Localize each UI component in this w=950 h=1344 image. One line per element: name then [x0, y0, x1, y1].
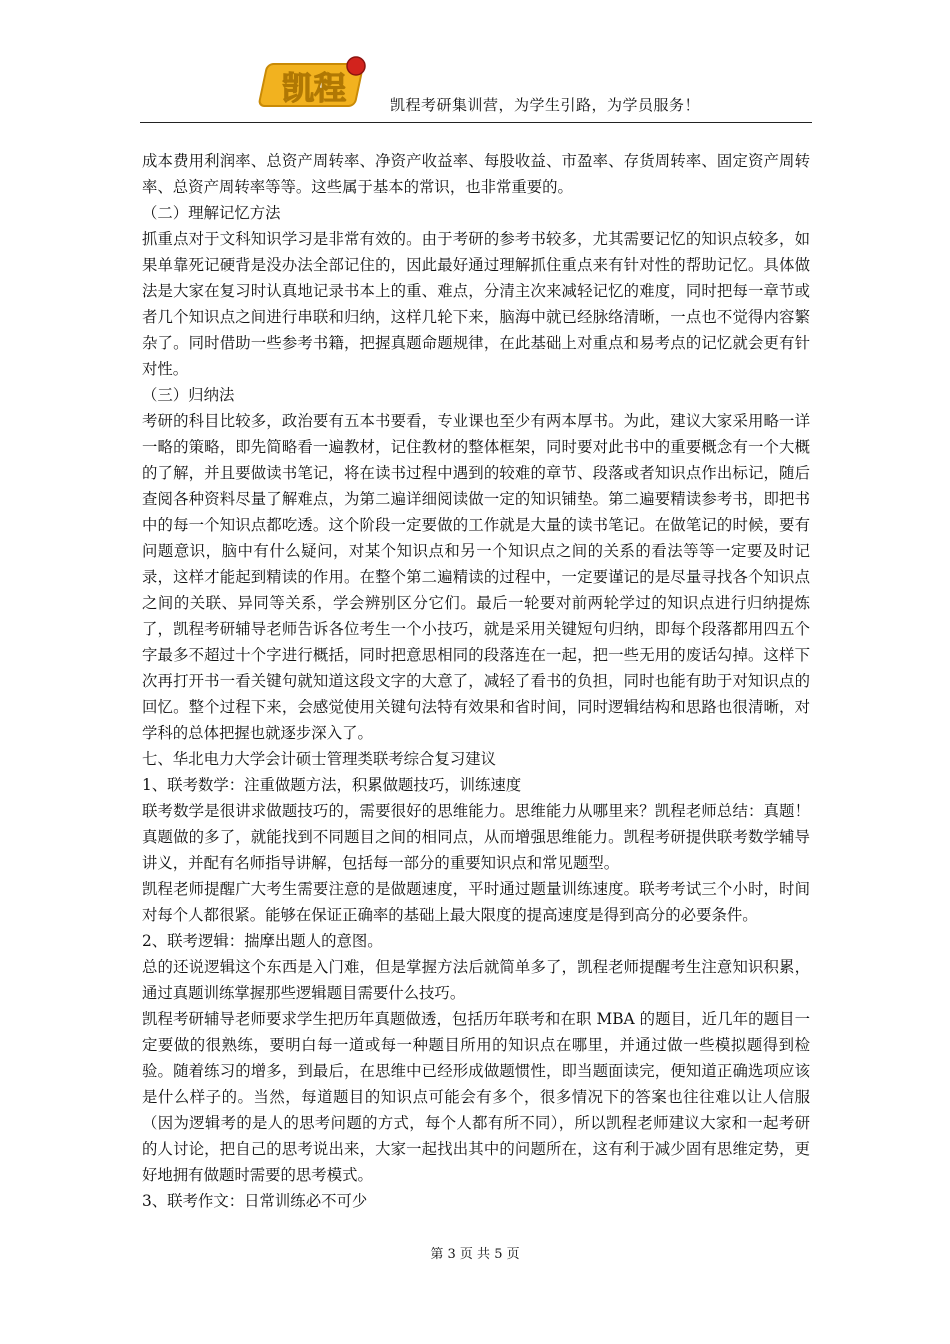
section-heading: （三）归纳法: [142, 386, 235, 404]
paragraph: 总的还说逻辑这个东西是入门难，但是掌握方法后就简单多了，凯程老师提醒考生注意知识积累，通过真题训练掌握那些逻辑题目需要什么技巧。: [142, 958, 810, 1002]
section-heading: 1、联考数学：注重做题方法，积累做题技巧，训练速度: [142, 776, 522, 794]
paragraph: 考研的科目比较多，政治要有五本书要看，专业课也至少有两本厚书。为此，建议大家采用略一详一略的策略，即先简略看一遍教材，记住教材的整体框架，同时要对此书中的重要概念有一个大概的了解，并且要做读书笔记，将在读书过程中遇到的较难的章节、段落或者知识点作出标记，随后查阅各种资料尽量了解难点，为第二遍详细阅读做一定的知识铺垫。第二遍要精读参考书，即把书中的每一个知识点都吃透。这个阶段一定要做的工作就是大量的读书笔记。在做笔记的时候，要有问题意识，脑中有什么疑问，对某个知识点和另一个知识点之间的关系的看法等等一定要及时记录，这样才能起到精读的作用。在整个第二遍精读的过程中，一定要谨记的是尽量寻找各个知识点之间的关联、异同等关系，学会辨别区分它们。最后一轮要对前两轮学过的知识点进行归纳提炼了，凯程考研辅导老师告诉各位考生一个小技巧，就是采用关键短句归纳，即每个段落都用四五个字最多不超过十个字进行概括，同时把意思相同的段落连在一起，把一些无用的废话勾掉。这样下次再打开书一看关键句就知道这段文字的大意了，减轻了看书的负担，同时也能有助于对知识点的回忆。整个过程下来，会感觉使用关键句法特有效果和省时间，同时逻辑结构和思路也很清晰，对学科的总体把握也就逐步深入了。: [142, 412, 810, 742]
section-heading: 2、联考逻辑：揣摩出题人的意图。: [142, 932, 383, 950]
paragraph: 联考数学是很讲求做题技巧的，需要很好的思维能力。思维能力从哪里来？凯程老师总结：真题！真题做的多了，就能找到不同题目之间的相同点，从而增强思维能力。凯程考研提供联考数学辅导讲义，并配有名师指导讲解，包括每一部分的重要知识点和常见题型。: [142, 802, 810, 872]
svg-text:凯程: 凯程: [281, 69, 347, 107]
chapter-heading: 七、华北电力大学会计硕士管理类联考综合复习建议: [142, 750, 496, 768]
paragraph: 抓重点对于文科知识学习是非常有效的。由于考研的参考书较多，尤其需要记忆的知识点较多，如果单靠死记硬背是没办法全部记住的，因此最好通过理解抓住重点来有针对性的帮助记忆。具体做法是大家在复习时认真地记录书本上的重、难点，分清主次来减轻记忆的难度，同时把每一章节或者几个知识点之间进行串联和归纳，这样几轮下来，脑海中就已经脉络清晰，一点也不觉得内容繁杂了。同时借助一些参考书籍，把握真题命题规律，在此基础上对重点和易考点的记忆就会更有针对性。: [142, 230, 810, 378]
section-heading: 3、联考作文：日常训练必不可少: [142, 1192, 368, 1210]
kaicheng-logo-icon: [252, 52, 372, 114]
page-header: [140, 52, 812, 126]
header-divider: [140, 122, 812, 123]
document-body: [142, 148, 810, 1214]
header-slogan: 凯程考研集训营，为学生引路，为学员服务！: [390, 96, 701, 114]
paragraph: 凯程考研辅导老师要求学生把历年真题做透，包括历年联考和在职 MBA 的题目，近几年的题目一定要做的很熟练，要明白每一道或每一种题目所用的知识点在哪里，并通过做一些模拟题得到检验。随着练习的增多，到最后，在思维中已经形成做题惯性，即当题面读完，便知道正确选项应该是什么样子的。当然，每道题目的知识点可能会有多个，很多情况下的答案也往往难以让人信服（因为逻辑考的是人的思考问题的方式，每个人都有所不同），所以凯程老师建议大家和一起考研的人讨论，把自己的思考说出来，大家一起找出其中的问题所在，这有利于减少固有思维定势，更好地拥有做题时需要的思考模式。: [142, 1010, 810, 1184]
paragraph: 成本费用利润率、总资产周转率、净资产收益率、每股收益、市盈率、存货周转率、固定资产周转率、总资产周转率等等。这些属于基本的常识，也非常重要的。: [142, 152, 810, 196]
kaicheng-logo: [252, 52, 372, 114]
page-number: 第 3 页 共 5 页: [430, 1247, 520, 1262]
section-heading: （二）理解记忆方法: [142, 204, 281, 222]
paragraph: 凯程老师提醒广大考生需要注意的是做题速度，平时通过题量训练速度。联考考试三个小时，时间对每个人都很紧。能够在保证正确率的基础上最大限度的提高速度是得到高分的必要条件。: [142, 880, 810, 924]
